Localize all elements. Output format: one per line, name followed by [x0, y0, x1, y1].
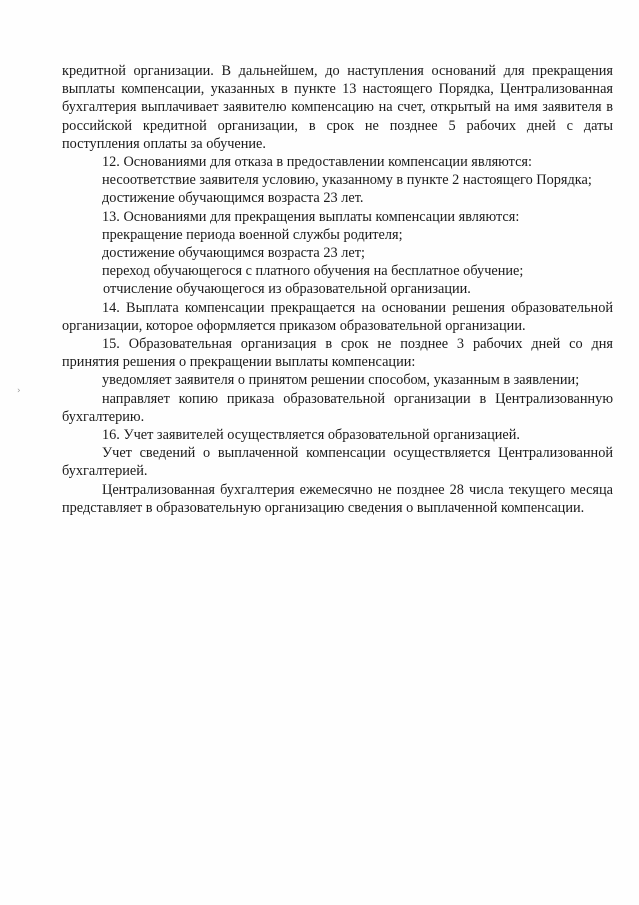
document-body — [62, 62, 613, 517]
paragraph-continuation: кредитной организации. В дальнейшем, до наступления оснований для прекращения выплаты компенсации, указанных в пункте 13 настоящего Порядка, Централизованная бухгалтерия выплачивает заявителю компенсацию на счет, открытый на имя заявителя в российской кредитной организации, в срок не позднее 5 рабочих дней с даты поступления оплаты за обучение. — [62, 63, 613, 152]
paragraph-item-16-reporting: Централизованная бухгалтерия ежемесячно не позднее 28 числа текущего месяца представляет в образовательную организацию сведения о выплаченной компенсации. — [62, 481, 613, 516]
paragraph-termination-reason-2: достижение обучающимся возраста 23 лет; — [102, 245, 365, 262]
paragraph-item-14: 14. Выплата компенсации прекращается на основании решения образовательной организации, которое оформляется приказом образовательной организации. — [62, 299, 613, 334]
paragraph-refusal-reason-2: достижение обучающимся возраста 23 лет. — [102, 190, 364, 207]
scan-speck: › — [17, 386, 21, 396]
paragraph-item-15-action-2: направляет копию приказа образовательной организации в Централизованную бухгалтерию. — [62, 390, 613, 425]
paragraph-item-13: 13. Основаниями для прекращения выплаты компенсации являются: — [102, 208, 520, 225]
paragraph-termination-reason-3: переход обучающегося с платного обучения на бесплатное обучение; — [102, 263, 524, 280]
paragraph-termination-reason-1: прекращение периода военной службы родителя; — [102, 226, 403, 243]
paragraph-item-16-accounting: Учет сведений о выплаченной компенсации осуществляется Централизованной бухгалтерией. — [62, 445, 613, 480]
paragraph-item-15-action-1: уведомляет заявителя о принятом решении способом, указанным в заявлении; — [102, 372, 580, 389]
paragraph-item-16: 16. Учет заявителей осуществляется образовательной организацией. — [102, 427, 520, 444]
paragraph-item-12: 12. Основаниями для отказа в предоставлении компенсации являются: — [102, 154, 532, 171]
paragraph-termination-reason-4: отчисление обучающегося из образовательной организации. — [103, 281, 471, 298]
paragraph-item-15: 15. Образовательная организация в срок не позднее 3 рабочих дней со дня принятия решения о прекращении выплаты компенсации: — [62, 336, 613, 371]
paragraph-refusal-reason-1: несоответствие заявителя условию, указанному в пункте 2 настоящего Порядка; — [102, 172, 592, 189]
